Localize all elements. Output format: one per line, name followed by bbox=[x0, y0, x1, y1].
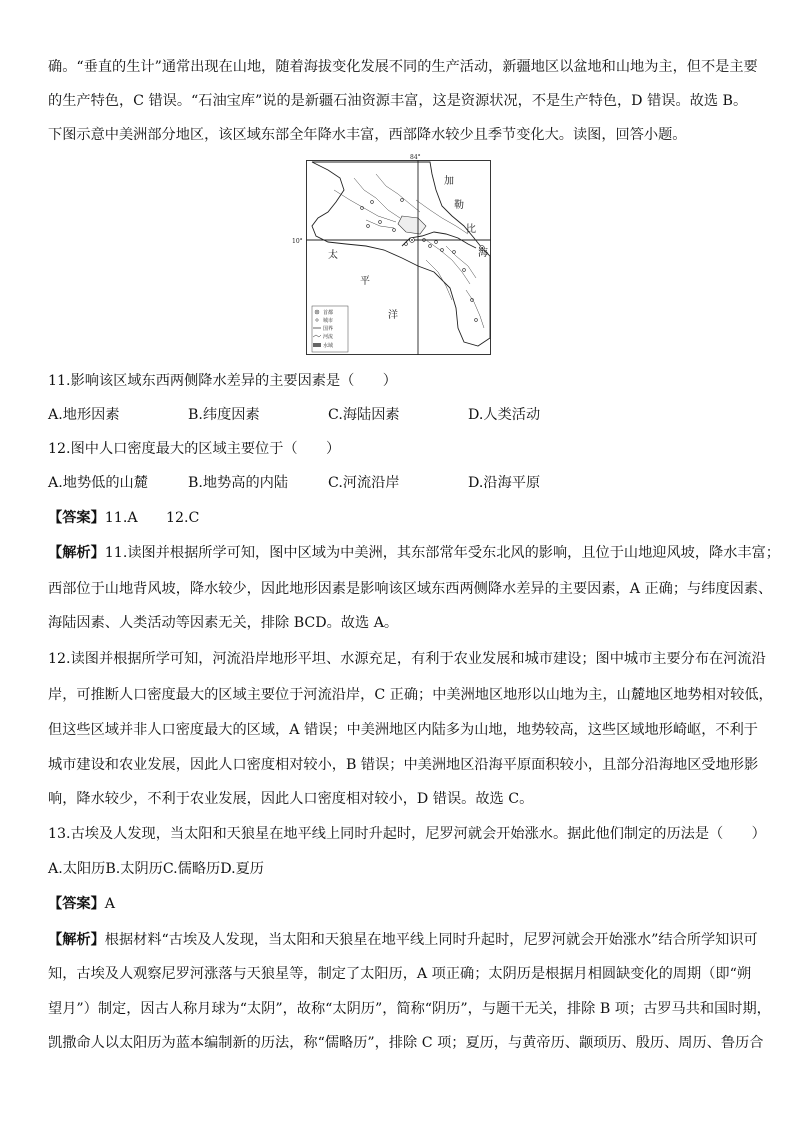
legend-label: 河流 bbox=[323, 334, 334, 340]
text-line: 确。“垂直的生计”通常出现在山地，随着海拔变化发展不同的生产活动，新疆地区以盆地和山地为主，但不是主要 bbox=[48, 59, 758, 75]
ocean-label: 平 bbox=[360, 276, 370, 287]
analysis-line bbox=[48, 931, 758, 949]
option-a: A.地势低的山麓 bbox=[48, 475, 148, 491]
map-legend bbox=[312, 306, 348, 352]
text-line: 下图示意中美洲部分地区，该区域东部全年降水丰富，西部降水较少且季节变化大。读图，回答小题。 bbox=[48, 127, 687, 143]
answer-tag: 【答案】 bbox=[48, 896, 105, 912]
analysis-text: 根据材料“古埃及人发现，当太阳和天狼星在地平线上同时升起时，尼罗河就会开始涨水”结合所学知识可 bbox=[104, 932, 758, 948]
answer-text: 11.A 12.C bbox=[104, 510, 200, 526]
sea-label: 海 bbox=[478, 248, 488, 259]
analysis-line: 西部位于山地背风坡，降水较少，因此地形因素是影响该区域东西两侧降水差异的主要因素，A 正确；与纬度因素、 bbox=[48, 581, 773, 597]
legend-label: 国界 bbox=[323, 326, 334, 332]
sea-label: 比 bbox=[466, 224, 476, 235]
option-b: B.纬度因素 bbox=[188, 407, 260, 423]
option-c: C.河流沿岸 bbox=[328, 475, 400, 491]
question-13-options: A.太阳历B.太阴历C.儒略历D.夏历 bbox=[48, 861, 264, 877]
ocean-label: 洋 bbox=[388, 310, 398, 321]
question-12-stem: 12.图中人口密度最大的区域主要位于（ ） bbox=[48, 441, 341, 457]
option-c: C.海陆因素 bbox=[328, 407, 400, 423]
longitude-label: 84° bbox=[410, 154, 421, 161]
question-11-stem: 11.影响该区域东西两侧降水差异的主要因素是（ ） bbox=[48, 373, 397, 389]
option-d: D.沿海平原 bbox=[468, 475, 541, 491]
analysis-line: 知，古埃及人观察尼罗河涨落与天狼星等，制定了太阳历，A 项正确；太阴历是根据月相圆缺变化的周期（即“朔 bbox=[48, 966, 752, 982]
legend-label: 城市 bbox=[323, 318, 334, 324]
analysis-line bbox=[48, 544, 780, 562]
legend-label: 首都 bbox=[323, 310, 334, 316]
sea-label: 勒 bbox=[454, 200, 464, 211]
analysis-line: 海陆因素、人类活动等因素无关，排除 BCD。故选 A。 bbox=[48, 615, 399, 631]
analysis-line: 凯撒命人以太阳历为蓝本编制新的历法，称“儒略历”，排除 C 项；夏历，与黄帝历、颛顼历、殷历、周历、鲁历合 bbox=[48, 1035, 764, 1051]
analysis-line: 12.读图并根据所学可知，河流沿岸地形平坦、水源充足，有利于农业发展和城市建设；图中城市主要分布在河流沿 bbox=[48, 651, 766, 667]
option-d: D.人类活动 bbox=[468, 407, 541, 423]
analysis-text: 11.读图并根据所学可知，图中区域为中美洲，其东部常年受东北风的影响，且位于山地迎风坡，降水丰富； bbox=[104, 545, 780, 561]
latitude-label: 10° bbox=[292, 238, 303, 245]
option-a: A.地形因素 bbox=[48, 407, 120, 423]
analysis-line: 城市建设和农业发展，因此人口密度相对较小，B 错误；中美洲地区沿海平原面积较小，且部分沿海地区受地形影 bbox=[48, 757, 759, 773]
analysis-line: 望月”）制定，因古人称月球为“太阴”，故称“太阴历”，简称“阴历”，与题干无关，排除 B 项；古罗马共和国时期， bbox=[48, 1001, 771, 1017]
analysis-line: 响，降水较少，不利于农业发展，因此人口密度相对较小，D 错误。故选 C。 bbox=[48, 791, 534, 807]
option-b: B.地势高的内陆 bbox=[188, 475, 289, 491]
central-america-map bbox=[292, 154, 491, 355]
answer-line bbox=[48, 509, 199, 527]
answer-line bbox=[48, 895, 115, 913]
text-line: 的生产特色，C 错误。“石油宝库”说的是新疆石油资源丰富，这是资源状况，不是生产特色，D 错误。故选 B。 bbox=[48, 93, 748, 109]
answer-tag: 【答案】 bbox=[48, 510, 105, 526]
legend-label: 水域 bbox=[323, 343, 334, 349]
analysis-tag: 【解析】 bbox=[48, 932, 105, 948]
analysis-line: 岸，可推断人口密度最大的区域主要位于河流沿岸，C 正确；中美洲地区地形以山地为主，山麓地区地势相对较低， bbox=[48, 687, 773, 703]
answer-text: A bbox=[104, 896, 116, 912]
question-13-stem: 13.古埃及人发现，当太阳和天狼星在地平线上同时升起时，尼罗河就会开始涨水。据此他们制定的历法是（ ） bbox=[48, 826, 766, 842]
ocean-label: 太 bbox=[328, 250, 338, 261]
analysis-tag: 【解析】 bbox=[48, 545, 105, 561]
analysis-line: 但这些区域并非人口密度最大的区域，A 错误；中美洲地区内陆多为山地，地势较高，这些区域地形崎岖，不利于 bbox=[48, 722, 758, 738]
sea-label: 加 bbox=[444, 176, 454, 187]
